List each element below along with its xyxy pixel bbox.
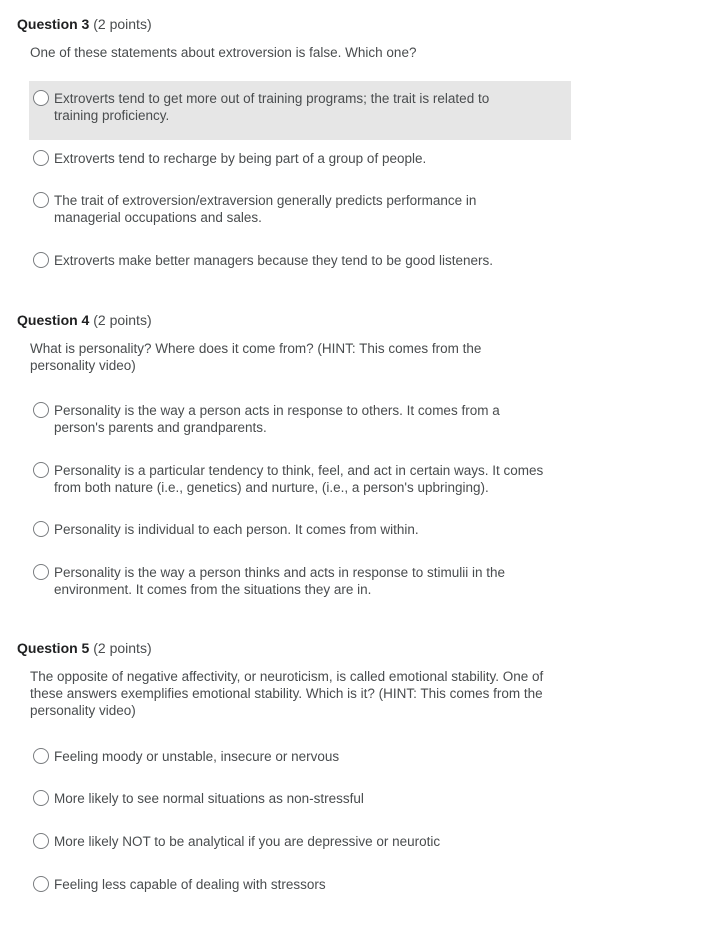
answer-text: The trait of extroversion/extraversion generally predicts performance in managerial occupations and sales. <box>54 193 477 225</box>
question-title: Question 5 <box>17 640 90 656</box>
answer-option[interactable] <box>29 402 571 436</box>
answer-option[interactable] <box>29 81 571 140</box>
radio-button[interactable] <box>33 150 49 166</box>
question-header <box>17 640 152 656</box>
answer-text: Feeling less capable of dealing with stressors <box>54 877 326 892</box>
radio-button[interactable] <box>33 564 49 580</box>
question-prompt: One of these statements about extroversion is false. Which one? <box>30 45 417 60</box>
answer-text: Extroverts tend to recharge by being part of a group of people. <box>54 151 427 166</box>
radio-button[interactable] <box>33 402 49 418</box>
answer-text: Personality is individual to each person. It comes from within. <box>54 522 419 537</box>
answer-option[interactable] <box>29 790 571 807</box>
answer-option[interactable] <box>29 150 571 167</box>
answer-option[interactable] <box>29 252 571 269</box>
radio-button[interactable] <box>33 90 49 106</box>
radio-button[interactable] <box>33 790 49 806</box>
question-points: (2 points) <box>93 16 152 32</box>
answer-text: Feeling moody or unstable, insecure or nervous <box>54 749 340 764</box>
radio-button[interactable] <box>33 252 49 268</box>
question-header <box>17 312 152 328</box>
radio-button[interactable] <box>33 833 49 849</box>
radio-button[interactable] <box>33 748 49 764</box>
answer-option[interactable] <box>29 462 571 496</box>
answer-option[interactable] <box>29 748 571 765</box>
answer-text: More likely to see normal situations as non-stressful <box>54 791 364 806</box>
answer-text: Personality is a particular tendency to think, feel, and act in certain ways. It comes from both nature (i.e., genetics) and nurture, (i.e., a person's upbringing). <box>54 463 544 495</box>
radio-button[interactable] <box>33 521 49 537</box>
radio-button[interactable] <box>33 462 49 478</box>
answer-text: Personality is the way a person thinks and acts in response to stimulii in the environment. It comes from the situations they are in. <box>54 565 505 597</box>
answer-text: More likely NOT to be analytical if you are depressive or neurotic <box>54 834 441 849</box>
answer-option[interactable] <box>29 833 571 850</box>
answer-option[interactable] <box>29 876 571 893</box>
question-header <box>17 16 152 32</box>
radio-button[interactable] <box>33 192 49 208</box>
question-title: Question 4 <box>17 312 90 328</box>
question-title: Question 3 <box>17 16 90 32</box>
answer-text: Extroverts make better managers because they tend to be good listeners. <box>54 253 493 268</box>
answer-option[interactable] <box>29 564 571 598</box>
answer-text: Personality is the way a person acts in response to others. It comes from a person's parents and grandparents. <box>54 403 500 435</box>
radio-button[interactable] <box>33 876 49 892</box>
question-prompt: What is personality? Where does it come from? (HINT: This comes from the personality video) <box>30 341 482 373</box>
answer-option[interactable] <box>29 521 571 538</box>
answer-text: Extroverts tend to get more out of training programs; the trait is related to training proficiency. <box>54 91 490 123</box>
question-prompt: The opposite of negative affectivity, or neuroticism, is called emotional stability. One of these answers exemplifies emotional stability. Which is it? (HINT: This comes from the personality video) <box>30 669 544 718</box>
answer-option[interactable] <box>29 192 571 226</box>
question-points: (2 points) <box>93 312 152 328</box>
question-points: (2 points) <box>93 640 152 656</box>
